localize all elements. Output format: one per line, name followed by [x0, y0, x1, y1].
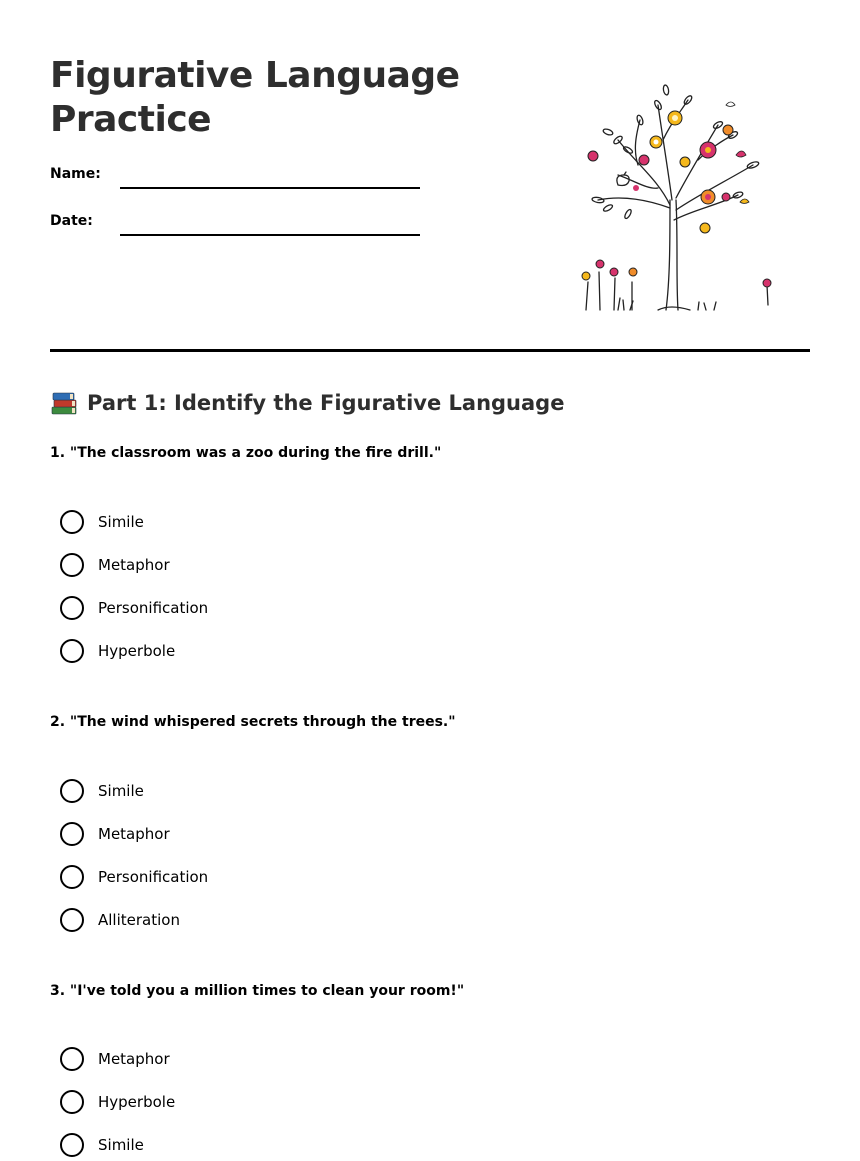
- option-label: Metaphor: [98, 825, 170, 843]
- question-2: 2. "The wind whispered secrets through the trees.": [50, 714, 456, 730]
- radio-button[interactable]: [60, 596, 84, 620]
- question-3: 3. "I've told you a million times to clean your room!": [50, 983, 465, 999]
- part-1-heading: [50, 390, 564, 416]
- q3-option-hyperbole[interactable]: [60, 1090, 175, 1114]
- q2-option-alliteration[interactable]: [60, 908, 180, 932]
- part-1-title: Part 1: Identify the Figurative Language: [87, 391, 565, 415]
- option-label: Metaphor: [98, 1050, 170, 1068]
- option-label: Personification: [98, 599, 209, 617]
- radio-button[interactable]: [60, 1090, 84, 1114]
- date-field[interactable]: [120, 234, 420, 236]
- option-label: Simile: [98, 1136, 144, 1154]
- radio-button[interactable]: [60, 1133, 84, 1157]
- name-label: Name:: [50, 166, 101, 182]
- option-label: Alliteration: [98, 911, 180, 929]
- q1-option-hyperbole[interactable]: [60, 639, 175, 663]
- radio-button[interactable]: [60, 553, 84, 577]
- option-label: Hyperbole: [98, 1093, 176, 1111]
- q1-option-metaphor[interactable]: [60, 553, 170, 577]
- flowering-tree-illustration: [578, 80, 778, 315]
- books-icon: [50, 390, 78, 416]
- radio-button[interactable]: [60, 510, 84, 534]
- radio-button[interactable]: [60, 779, 84, 803]
- q2-option-personification[interactable]: [60, 865, 208, 889]
- radio-button[interactable]: [60, 1047, 84, 1071]
- page-title: Figurative Language Practice: [50, 55, 460, 140]
- q1-option-personification[interactable]: [60, 596, 208, 620]
- radio-button[interactable]: [60, 822, 84, 846]
- option-label: Simile: [98, 513, 144, 531]
- radio-button[interactable]: [60, 639, 84, 663]
- option-label: Hyperbole: [98, 642, 176, 660]
- option-label: Personification: [98, 868, 209, 886]
- q3-option-simile[interactable]: [60, 1133, 144, 1157]
- q3-option-metaphor[interactable]: [60, 1047, 170, 1071]
- option-label: Simile: [98, 782, 144, 800]
- radio-button[interactable]: [60, 865, 84, 889]
- q2-option-metaphor[interactable]: [60, 822, 170, 846]
- option-label: Metaphor: [98, 556, 170, 574]
- date-label: Date:: [50, 213, 93, 229]
- section-divider: [50, 349, 810, 352]
- q2-option-simile[interactable]: [60, 779, 144, 803]
- question-1: 1. "The classroom was a zoo during the fire drill.": [50, 445, 442, 461]
- radio-button[interactable]: [60, 908, 84, 932]
- name-field[interactable]: [120, 187, 420, 189]
- q1-option-simile[interactable]: [60, 510, 144, 534]
